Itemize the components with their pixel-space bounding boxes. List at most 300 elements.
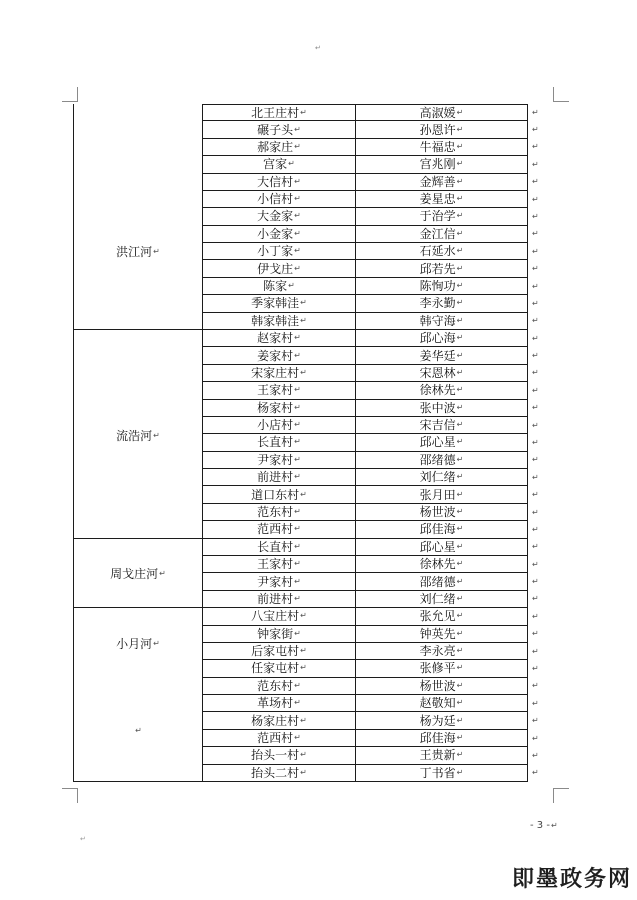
village-cell <box>203 191 356 208</box>
row-end-mark-cell <box>528 400 540 417</box>
paragraph-mark: ↵ <box>294 576 301 586</box>
row-end-mark: ↵ <box>532 629 539 639</box>
paragraph-mark: ↵ <box>294 263 301 273</box>
paragraph-mark: ↵ <box>294 593 301 603</box>
row-end-mark: ↵ <box>532 420 539 430</box>
village-cell <box>203 591 356 608</box>
village-cell <box>203 382 356 399</box>
paragraph-mark: ↵ <box>456 646 464 656</box>
paragraph-mark: ↵ <box>456 611 464 621</box>
paragraph-mark: ↵ <box>294 211 301 221</box>
paragraph-mark: ↵ <box>456 263 464 273</box>
village-cell <box>203 712 356 729</box>
row-end-mark-cell <box>528 313 540 330</box>
village-cell <box>203 400 356 417</box>
paragraph-mark: ↵ <box>153 247 160 256</box>
village-name: 范西村 <box>257 731 294 746</box>
row-end-mark: ↵ <box>532 542 539 552</box>
row-end-mark: ↵ <box>532 507 539 517</box>
paragraph-mark: ↵ <box>456 159 464 169</box>
paragraph-mark: ↵ <box>300 489 307 499</box>
paragraph-mark: ↵ <box>294 559 301 569</box>
row-end-mark-cell <box>528 486 540 503</box>
paragraph-mark: ↵ <box>294 246 301 256</box>
paragraph-mark: ↵ <box>456 420 464 430</box>
paragraph-mark: ↵ <box>456 593 464 603</box>
village-name: 宋家庄村 <box>251 365 300 380</box>
village-name: 季家韩洼 <box>251 296 300 311</box>
contact-person-cell <box>356 452 528 469</box>
row-end-mark: ↵ <box>532 298 539 308</box>
paragraph-mark: ↵ <box>456 246 464 256</box>
village-name: 抬头一村 <box>251 748 300 763</box>
row-end-mark: ↵ <box>532 646 539 656</box>
paragraph-mark: ↵ <box>294 680 301 690</box>
paragraph-mark: ↵ <box>294 507 301 517</box>
contact-person-name: 李永亮 <box>419 644 456 659</box>
village-cell <box>203 504 356 521</box>
village-cell <box>203 660 356 677</box>
village-cell <box>203 452 356 469</box>
village-cell <box>203 539 356 556</box>
row-end-mark-cell <box>528 765 540 782</box>
row-end-mark: ↵ <box>532 663 539 673</box>
row-end-mark: ↵ <box>532 594 539 604</box>
village-name: 小信村 <box>257 192 294 207</box>
paragraph-mark: ↵ <box>456 663 464 673</box>
row-end-mark: ↵ <box>532 716 539 726</box>
row-end-mark: ↵ <box>532 194 539 204</box>
contact-person-cell <box>356 591 528 608</box>
row-end-mark-cell <box>528 539 540 556</box>
contact-person-name: 高淑媛 <box>419 105 456 120</box>
paragraph-mark: ↵ <box>300 767 307 777</box>
village-cell <box>203 226 356 243</box>
row-end-mark: ↵ <box>532 559 539 569</box>
row-end-mark-cell <box>528 660 540 677</box>
paragraph-mark: ↵ <box>294 524 301 534</box>
row-end-mark: ↵ <box>532 750 539 760</box>
paragraph-mark: ↵ <box>294 454 301 464</box>
contact-person-cell <box>356 226 528 243</box>
page-number-text: - 3 - <box>530 820 550 831</box>
row-end-mark: ↵ <box>532 368 539 378</box>
contact-person-name: 邱心星 <box>419 435 456 450</box>
paragraph-mark: ↵ <box>550 821 558 830</box>
site-watermark: 即墨政务网 <box>512 867 633 892</box>
village-cell <box>203 313 356 330</box>
row-end-mark-cell <box>528 643 540 660</box>
footer-paragraph-mark: ↵ <box>80 835 86 843</box>
paragraph-mark: ↵ <box>294 333 301 343</box>
paragraph-mark: ↵ <box>456 628 464 638</box>
village-cell <box>203 417 356 434</box>
river-name: 洪江河 <box>116 245 153 259</box>
paragraph-mark: ↵ <box>294 176 301 186</box>
paragraph-mark: ↵ <box>456 541 464 551</box>
village-cell <box>203 347 356 364</box>
paragraph-mark: ↵ <box>456 454 464 464</box>
row-end-mark-cell <box>528 156 540 173</box>
village-name: 小店村 <box>257 418 294 433</box>
row-end-mark: ↵ <box>532 681 539 691</box>
paragraph-mark: ↵ <box>456 767 464 777</box>
row-end-mark: ↵ <box>532 159 539 169</box>
paragraph-mark: ↵ <box>456 437 464 447</box>
contact-person-cell <box>356 365 528 382</box>
village-cell <box>203 643 356 660</box>
paragraph-mark: ↵ <box>456 507 464 517</box>
paragraph-mark: ↵ <box>294 350 301 360</box>
paragraph-mark: ↵ <box>294 124 301 134</box>
row-end-mark: ↵ <box>532 524 539 534</box>
row-end-mark: ↵ <box>532 142 539 152</box>
village-cell <box>203 208 356 225</box>
paragraph-mark: ↵ <box>300 715 307 725</box>
contact-person-cell <box>356 208 528 225</box>
contact-person-name: 于治学 <box>419 209 456 224</box>
contact-person-cell <box>356 730 528 747</box>
village-cell <box>203 521 356 538</box>
contact-person-cell <box>356 295 528 312</box>
row-end-mark: ↵ <box>532 281 539 291</box>
contact-person-name: 张月田 <box>419 487 456 502</box>
contact-person-name: 邱心海 <box>419 331 456 346</box>
contact-person-name: 邱心星 <box>419 539 456 554</box>
contact-person-name: 邱若先 <box>419 261 456 276</box>
paragraph-mark: ↵ <box>294 437 301 447</box>
contact-person-name: 杨为廷 <box>419 713 456 728</box>
paragraph-mark: ↵ <box>294 472 301 482</box>
paragraph-mark: ↵ <box>456 350 464 360</box>
contact-person-name: 刘仁绪 <box>419 591 456 606</box>
river-name-cell <box>73 104 203 330</box>
river-name-cell <box>73 330 203 539</box>
contact-person-name: 王贵新 <box>419 748 456 763</box>
contact-person-name: 宋恩林 <box>419 365 456 380</box>
contact-person-name: 杨世波 <box>419 678 456 693</box>
contact-person-name: 徐林先 <box>419 383 456 398</box>
village-cell <box>203 278 356 295</box>
row-end-mark-cell <box>528 712 540 729</box>
paragraph-mark: ↵ <box>456 750 464 760</box>
village-cell <box>203 678 356 695</box>
paragraph-mark: ↵ <box>294 385 301 395</box>
row-end-mark: ↵ <box>532 698 539 708</box>
village-name: 宫家 <box>263 157 288 172</box>
row-end-mark-cell <box>528 365 540 382</box>
paragraph-mark: ↵ <box>300 367 307 377</box>
village-name: 前进村 <box>257 591 294 606</box>
river-name-paragraph <box>74 637 202 651</box>
paragraph-mark: ↵ <box>456 385 464 395</box>
paragraph-mark: ↵ <box>456 559 464 569</box>
contact-person-cell <box>356 243 528 260</box>
contact-person-cell <box>356 104 528 121</box>
river-name-paragraph <box>74 567 202 581</box>
paragraph-mark: ↵ <box>294 698 301 708</box>
river-name-paragraph <box>74 245 202 259</box>
river-name-paragraph <box>74 429 202 443</box>
row-end-mark-cell <box>528 295 540 312</box>
row-end-mark: ↵ <box>532 733 539 743</box>
contact-person-name: 李永勤 <box>419 296 456 311</box>
row-end-mark-cell <box>528 330 540 347</box>
paragraph-mark: ↵ <box>456 228 464 238</box>
contact-person-cell <box>356 174 528 191</box>
river-name: 小月河 <box>116 637 153 652</box>
row-end-mark-cell <box>528 417 540 434</box>
paragraph-mark: ↵ <box>456 124 464 134</box>
paragraph-mark: ↵ <box>300 315 307 325</box>
village-cell <box>203 556 356 573</box>
village-cell <box>203 608 356 625</box>
contact-person-cell <box>356 156 528 173</box>
contact-person-name: 丁书省 <box>419 765 456 780</box>
village-cell <box>203 330 356 347</box>
paragraph-mark: ↵ <box>153 639 160 649</box>
village-cell <box>203 295 356 312</box>
contact-person-name: 邱佳海 <box>419 731 456 746</box>
contact-person-cell <box>356 643 528 660</box>
river-village-table <box>73 104 540 782</box>
contact-person-name: 徐林先 <box>419 557 456 572</box>
village-cell <box>203 104 356 121</box>
row-end-mark-cell <box>528 104 540 121</box>
contact-person-name: 姜华廷 <box>419 348 456 363</box>
paragraph-mark: ↵ <box>294 420 301 430</box>
contact-person-cell <box>356 573 528 590</box>
contact-person-cell <box>356 695 528 712</box>
paragraph-mark: ↵ <box>288 159 295 169</box>
paragraph-mark: ↵ <box>294 541 301 551</box>
contact-person-name: 张中波 <box>419 400 456 415</box>
row-end-mark: ↵ <box>532 455 539 465</box>
contact-person-cell <box>356 278 528 295</box>
contact-person-cell <box>356 347 528 364</box>
contact-person-cell <box>356 260 528 277</box>
village-name: 王家村 <box>257 557 294 572</box>
row-end-mark-cell <box>528 573 540 590</box>
village-name: 范东村 <box>257 505 294 520</box>
village-name: 北王庄村 <box>251 105 300 120</box>
village-name: 八宝庄村 <box>251 609 300 624</box>
paragraph-mark: ↵ <box>456 333 464 343</box>
row-end-mark-cell <box>528 382 540 399</box>
village-name: 郝家庄 <box>257 139 294 154</box>
paragraph-mark: ↵ <box>300 646 307 656</box>
river-name: 流浩河 <box>116 428 153 443</box>
paragraph-mark: ↵ <box>294 402 301 412</box>
village-cell <box>203 486 356 503</box>
contact-person-name: 宫兆刚 <box>419 157 456 172</box>
village-name: 范东村 <box>257 678 294 693</box>
village-cell <box>203 243 356 260</box>
village-cell <box>203 469 356 486</box>
village-name: 杨家庄村 <box>251 713 300 728</box>
row-end-mark-cell <box>528 174 540 191</box>
row-end-mark-cell <box>528 278 540 295</box>
paragraph-mark: ↵ <box>456 715 464 725</box>
row-end-mark-cell <box>528 434 540 451</box>
village-name: 小丁家 <box>257 244 294 259</box>
contact-person-name: 金辉善 <box>419 174 456 189</box>
paragraph-mark: ↵ <box>456 315 464 325</box>
contact-person-cell <box>356 504 528 521</box>
village-cell <box>203 139 356 156</box>
paragraph-mark: ↵ <box>159 568 166 578</box>
village-name: 杨家村 <box>257 400 294 415</box>
contact-person-name: 杨世波 <box>419 505 456 520</box>
contact-person-name: 赵敬知 <box>419 696 456 711</box>
contact-person-name: 金江信 <box>419 226 456 241</box>
contact-person-cell <box>356 382 528 399</box>
village-cell <box>203 695 356 712</box>
paragraph-mark: ↵ <box>456 367 464 377</box>
paragraph-mark: ↵ <box>456 107 464 117</box>
row-end-mark: ↵ <box>532 437 539 447</box>
paragraph-mark: ↵ <box>294 628 301 638</box>
contact-person-cell <box>356 121 528 138</box>
row-end-mark-cell <box>528 678 540 695</box>
row-end-mark: ↵ <box>532 177 539 187</box>
paragraph-mark: ↵ <box>300 298 307 308</box>
village-name: 尹家村 <box>257 574 294 589</box>
village-name: 赵家村 <box>257 331 294 346</box>
contact-person-cell <box>356 556 528 573</box>
contact-person-cell <box>356 330 528 347</box>
paragraph-mark: ↵ <box>456 298 464 308</box>
contact-person-name: 宋吉信 <box>419 418 456 433</box>
contact-person-cell <box>356 712 528 729</box>
crop-mark-bottom-right <box>553 788 569 803</box>
paragraph-mark: ↵ <box>300 750 307 760</box>
row-end-mark: ↵ <box>532 229 539 239</box>
contact-person-cell <box>356 521 528 538</box>
contact-person-name: 韩守海 <box>419 313 456 328</box>
row-end-mark-cell <box>528 139 540 156</box>
contact-person-cell <box>356 486 528 503</box>
village-cell <box>203 765 356 782</box>
paragraph-mark: ↵ <box>456 211 464 221</box>
row-end-mark: ↵ <box>532 125 539 135</box>
village-name: 后家屯村 <box>251 644 300 659</box>
row-end-mark-cell <box>528 521 540 538</box>
row-end-mark-cell <box>528 347 540 364</box>
paragraph-mark: ↵ <box>294 733 301 743</box>
paragraph-mark: ↵ <box>456 281 464 291</box>
village-cell <box>203 747 356 764</box>
village-name: 伊戈庄 <box>257 261 294 276</box>
village-name: 大金家 <box>257 209 294 224</box>
river-name: 周戈庄河 <box>110 566 159 581</box>
contact-person-cell <box>356 469 528 486</box>
paragraph-mark: ↵ <box>456 733 464 743</box>
paragraph-mark: ↵ <box>456 194 464 204</box>
row-end-mark: ↵ <box>532 107 539 117</box>
row-end-mark: ↵ <box>532 351 539 361</box>
contact-person-name: 刘仁绪 <box>419 470 456 485</box>
row-end-mark: ↵ <box>532 403 539 413</box>
contact-person-name: 张修平 <box>419 661 456 676</box>
crop-mark-top-right <box>553 87 569 102</box>
village-name: 长直村 <box>257 435 294 450</box>
paragraph-mark: ↵ <box>456 402 464 412</box>
row-end-mark: ↵ <box>532 316 539 326</box>
contact-person-name: 邵绪德 <box>419 452 456 467</box>
row-end-mark-cell <box>528 121 540 138</box>
village-cell <box>203 573 356 590</box>
row-end-mark-cell <box>528 208 540 225</box>
village-name: 尹家村 <box>257 452 294 467</box>
village-name: 抬头二村 <box>251 765 300 780</box>
contact-person-cell <box>356 191 528 208</box>
row-end-mark-cell <box>528 626 540 643</box>
village-name: 钟家街 <box>257 626 294 641</box>
village-name: 韩家韩洼 <box>251 313 300 328</box>
contact-person-cell <box>356 765 528 782</box>
contact-person-name: 陈恂功 <box>419 279 456 294</box>
row-end-mark: ↵ <box>532 472 539 482</box>
paragraph-mark: ↵ <box>456 472 464 482</box>
village-cell <box>203 121 356 138</box>
contact-person-name: 牛福忠 <box>419 139 456 154</box>
contact-person-cell <box>356 139 528 156</box>
village-name: 大信村 <box>257 174 294 189</box>
row-end-mark-cell <box>528 608 540 625</box>
village-name: 道口东村 <box>251 487 300 502</box>
village-name: 碾子头 <box>257 122 294 137</box>
paragraph-mark: ↵ <box>300 663 307 673</box>
contact-person-name: 邱佳海 <box>419 522 456 537</box>
village-cell <box>203 174 356 191</box>
contact-person-cell <box>356 747 528 764</box>
contact-person-cell <box>356 417 528 434</box>
paragraph-mark: ↵ <box>456 680 464 690</box>
paragraph-mark: ↵ <box>294 141 301 151</box>
contact-person-cell <box>356 660 528 677</box>
paragraph-mark: ↵ <box>135 726 142 736</box>
row-end-mark-cell <box>528 556 540 573</box>
village-name: 前进村 <box>257 470 294 485</box>
contact-person-cell <box>356 313 528 330</box>
village-cell <box>203 156 356 173</box>
paragraph-mark: ↵ <box>300 611 307 621</box>
village-cell <box>203 365 356 382</box>
paragraph-mark: ↵ <box>456 576 464 586</box>
contact-person-cell <box>356 539 528 556</box>
contact-person-name: 钟英先 <box>419 626 456 641</box>
contact-person-cell <box>356 400 528 417</box>
village-name: 小金家 <box>257 226 294 241</box>
row-end-mark-cell <box>528 243 540 260</box>
village-name: 陈家 <box>263 279 288 294</box>
paragraph-mark: ↵ <box>456 524 464 534</box>
paragraph-mark: ↵ <box>456 141 464 151</box>
village-name: 任家屯村 <box>251 661 300 676</box>
empty-paragraph <box>74 724 202 738</box>
village-name: 革场村 <box>257 696 294 711</box>
village-cell <box>203 730 356 747</box>
row-end-mark: ↵ <box>532 264 539 274</box>
paragraph-mark: ↵ <box>300 107 307 117</box>
contact-person-name: 张允见 <box>419 609 456 624</box>
row-end-mark-cell <box>528 226 540 243</box>
row-end-mark-cell <box>528 191 540 208</box>
row-end-mark: ↵ <box>532 768 539 778</box>
village-cell <box>203 626 356 643</box>
village-name: 长直村 <box>257 539 294 554</box>
